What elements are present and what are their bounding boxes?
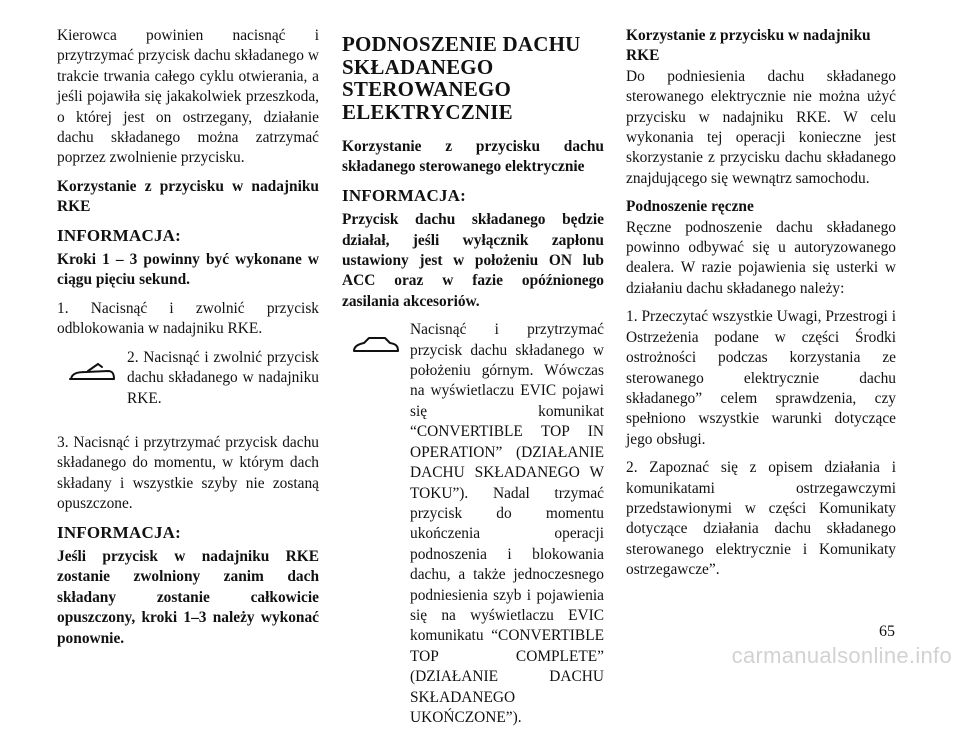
heading-rke-2: Korzystanie z przycisku w nadajniku RKE	[626, 27, 871, 65]
convertible-top-up-icon	[342, 320, 410, 356]
paragraph-rke: Do podniesienia dachu składanego sterowanego elektrycznie nie można użyć przycisku w nadajniku RKE. W celu wykonania tej operacji konieczne jest skorzystanie z przycisku dachu składanego znajdującego się wewnątrz samochodu.	[626, 67, 896, 187]
info-label: INFORMACJA:	[57, 225, 182, 245]
info-label-3: INFORMACJA:	[342, 185, 467, 205]
paragraph-intro: Kierowca powinien nacisnąć i przytrzymać przycisk dachu składanego w trakcie trwania całego cyklu otwierania, a jeśli pojawiła się jakakolwiek przeszkoda, o której jest on ostrzegany, działanie dachu składanego można zatrzymać poprzez zwolnienie przycisku.	[57, 27, 319, 167]
watermark: carmanualsonline.info	[731, 643, 952, 668]
list-item-2: 2. Zapoznać się z opisem działania i komunikatami ostrzegawczymi przedstawionymi w części Komunikaty dotyczące działania dachu składanego sterowanego elektrycznie i Komunikaty ostrzegawcze”.	[626, 459, 896, 579]
heading-manual: Podnoszenie ręczne	[626, 198, 754, 216]
info-text: Kroki 1 – 3 powinny być wykonane w ciągu pięciu sekund.	[57, 251, 319, 289]
raise-instruction: Nacisnąć i przytrzymać przycisk dachu składanego w położeniu górnym. Wówczas na wyświetlaczu EVIC pojawi się komunikat “CONVERTIBLE TOP IN OPERATION” (DZIAŁANIE DACHU SKŁADANEGO W TOKU”). Nadal trzymać przycisk do momentu ukończenia operacji podnoszenia i blokowania dachu, a także jednoczesnego podniesienia szyb i pojawienia się na wyświetlaczu EVIC komunikatu “CONVERTIBLE TOP COMPLETE” (DZIAŁANIE DACHU SKŁADANEGO UKOŃCZONE”).	[410, 321, 604, 726]
column-left	[57, 26, 319, 657]
column-right	[626, 26, 896, 589]
step-2: 2. Nacisnąć i zwolnić przycisk dachu składanego w nadajniku RKE.	[127, 348, 319, 407]
step-1: 1. Nacisnąć i zwolnić przycisk odblokowania w nadajniku RKE.	[57, 299, 319, 338]
page-number: 65	[879, 623, 895, 640]
step-3: 3. Nacisnąć i przytrzymać przycisk dachu składanego do momentu, w którym dach składany i wszystkie szyby nie zostaną opuszczone.	[57, 433, 319, 513]
step-2-block	[57, 348, 319, 409]
list-item-1: 1. Przeczytać wszystkie Uwagi, Przestrogi i Ostrzeżenia podane w części Środki ostrożności podczas korzystania ze sterowanego elektrycznie dachu składanego” celem sprawdzenia, czy spełniono wszystkie warunki dotyczące jego obsługi.	[626, 308, 896, 448]
info-text-2: Jeśli przycisk w nadajniku RKE zostanie zwolniony zanim dach składany zostanie całkowicie opuszczony, kroki 1–3 należy wykonać ponownie.	[57, 547, 319, 647]
convertible-top-down-icon	[57, 348, 127, 383]
raise-instruction-block	[342, 320, 604, 728]
info-text-3: Przycisk dachu składanego będzie działał, jeśli wyłącznik zapłonu ustawiony jest w położeniu ON lub ACC oraz w fazie opóźnionego zasilania akcesoriów.	[342, 211, 604, 310]
paragraph-manual: Ręczne podnoszenie dachu składanego powinno odbywać się u autoryzowanego dealera. W razie pojawienia się usterki w działaniu dachu składanego należy:	[626, 218, 896, 297]
subheading: Korzystanie z przycisku dachu składanego sterowanego elektrycznie	[342, 138, 604, 176]
column-middle	[342, 26, 604, 736]
info-label-2: INFORMACJA:	[57, 522, 182, 542]
section-title: PODNOSZENIE DACHU SKŁADANEGO STEROWANEGO ELEKTRYCZNIE	[342, 32, 581, 124]
heading-rke: Korzystanie z przycisku w nadajniku RKE	[57, 177, 319, 216]
